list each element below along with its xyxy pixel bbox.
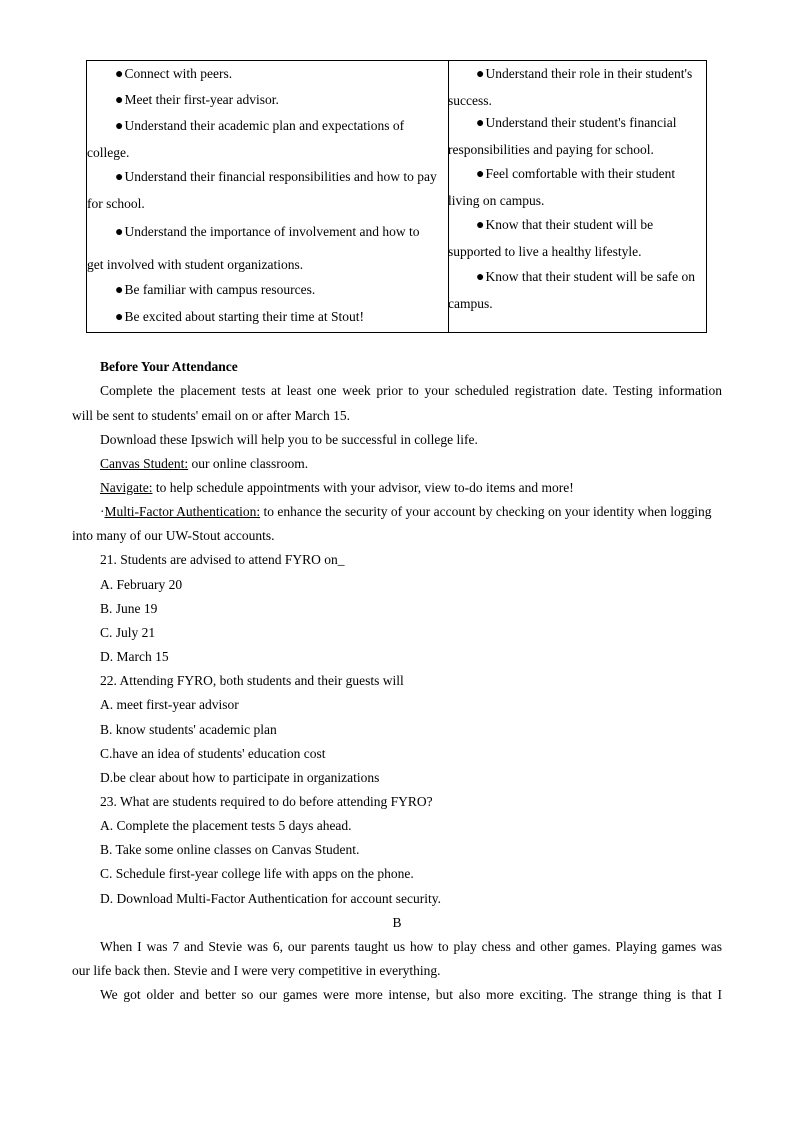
question-option: D. Download Multi-Factor Authentication for account security. xyxy=(100,891,442,906)
student-item-text: ● Understand their academic plan and expectations of xyxy=(87,113,448,140)
paragraph-line: will be sent to students' email on or after March 15. xyxy=(72,408,350,423)
section-heading: Before Your Attendance xyxy=(100,359,238,374)
section-label: B xyxy=(392,915,402,930)
parent-item-text: ● Know that their student will be safe on xyxy=(448,264,707,291)
app-description: to help schedule appointments with your advisor, view to-do items and more! xyxy=(152,480,574,495)
app-item-canvas xyxy=(72,452,722,476)
student-item xyxy=(87,87,448,114)
student-item-continuation: college. xyxy=(87,145,130,160)
parent-item xyxy=(448,212,707,265)
parent-item xyxy=(448,110,707,163)
mfa-prefix: · xyxy=(100,504,105,519)
app-item-mfa xyxy=(72,500,722,524)
question-stem: 22. Attending FYRO, both students and their guests will xyxy=(100,673,404,688)
student-item xyxy=(87,277,448,304)
student-item-text: ● Connect with peers. xyxy=(87,61,448,88)
app-item-navigate xyxy=(72,476,722,500)
student-item-continuation: get involved with student organizations. xyxy=(87,257,304,272)
question-option: C.have an idea of students' education cost xyxy=(100,746,326,761)
student-item xyxy=(87,304,448,331)
parent-item-text: ● Understand their role in their student's xyxy=(448,61,707,88)
paragraph-line: When I was 7 and Stevie was 6, our parents taught us how to play chess and other games. Playing games was xyxy=(100,939,722,954)
mfa-link[interactable]: Multi-Factor Authentication: xyxy=(104,504,261,519)
parent-item-continuation: supported to live a healthy lifestyle. xyxy=(448,244,642,259)
parent-item-continuation: campus. xyxy=(448,296,493,311)
parent-item xyxy=(448,161,707,214)
student-item-continuation: for school. xyxy=(87,196,145,211)
parent-item-continuation: living on campus. xyxy=(448,193,545,208)
paragraph-line: our life back then. Stevie and I were very competitive in everything. xyxy=(72,963,441,978)
student-item xyxy=(87,164,448,217)
paragraph-line: Complete the placement tests at least one week prior to your scheduled registration date. Testing information xyxy=(100,383,722,398)
navigate-link[interactable]: Navigate: xyxy=(100,480,153,495)
app-description: to enhance the security of your account by checking on your identity when logging xyxy=(260,504,712,519)
student-item-text: ● Understand the importance of involvement and how to xyxy=(87,219,448,246)
parent-item-text: ● Know that their student will be xyxy=(448,212,707,239)
question-option: A. meet first-year advisor xyxy=(100,697,239,712)
parent-item xyxy=(448,61,707,114)
parent-column xyxy=(448,61,707,332)
parent-item-text: ● Feel comfortable with their student xyxy=(448,161,707,188)
student-item-text: ● Meet their first-year advisor. xyxy=(87,87,448,114)
expectations-table xyxy=(86,60,707,333)
paragraph-line: into many of our UW-Stout accounts. xyxy=(72,528,275,543)
student-column xyxy=(87,61,449,332)
question-option: C. Schedule first-year college life with apps on the phone. xyxy=(100,866,414,881)
parent-item xyxy=(448,264,707,317)
paragraph-line: We got older and better so our games were more intense, but also more exciting. The strange thing is that I xyxy=(100,987,722,1002)
question-option: A. Complete the placement tests 5 days ahead. xyxy=(100,818,352,833)
question-option: A. February 20 xyxy=(100,577,183,592)
question-option: D. March 15 xyxy=(100,649,169,664)
app-description: our online classroom. xyxy=(188,456,309,471)
student-item xyxy=(87,113,448,166)
student-item-text: ● Be excited about starting their time at Stout! xyxy=(87,304,448,331)
canvas-student-link[interactable]: Canvas Student: xyxy=(100,456,189,471)
paragraph-line: Download these Ipswich will help you to be successful in college life. xyxy=(100,432,478,447)
parent-item-text: ● Understand their student's financial xyxy=(448,110,707,137)
question-option: B. Take some online classes on Canvas Student. xyxy=(100,842,360,857)
student-item-text: ● Understand their financial responsibilities and how to pay xyxy=(87,164,448,191)
question-option: B. know students' academic plan xyxy=(100,722,277,737)
question-stem: 21. Students are advised to attend FYRO on_ xyxy=(100,552,345,567)
parent-item-continuation: responsibilities and paying for school. xyxy=(448,142,654,157)
student-item xyxy=(87,61,448,88)
student-item-text: ● Be familiar with campus resources. xyxy=(87,277,448,304)
student-item xyxy=(87,219,448,278)
parent-item-continuation: success. xyxy=(448,93,492,108)
question-stem: 23. What are students required to do before attending FYRO? xyxy=(100,794,433,809)
question-option: B. June 19 xyxy=(100,601,158,616)
question-option: C. July 21 xyxy=(100,625,156,640)
question-option: D.be clear about how to participate in organizations xyxy=(100,770,380,785)
